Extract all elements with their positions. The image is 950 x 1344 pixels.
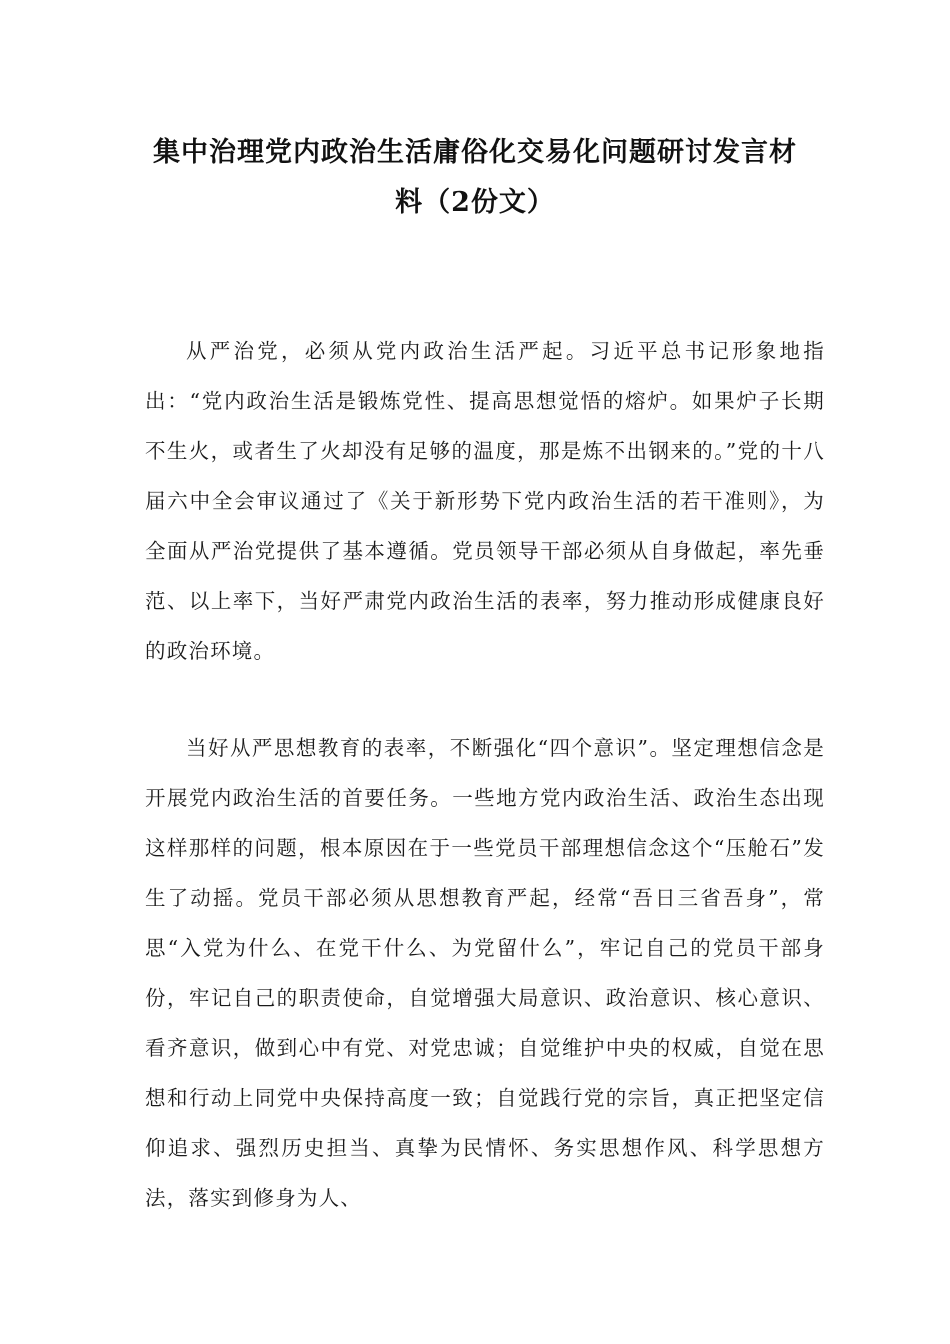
body-paragraph-1: 从严治党，必须从党内政治生活严起。习近平总书记形象地指出：“党内政治生活是锻炼党性、提高思想觉悟的熔炉。如果炉子长期不生火，或者生了火却没有足够的温度，那是炼不出钢来的。”党的十八届六中全会审议通过了《关于新形势下党内政治生活的若干准则》，为全面从严治党提供了基本遵循。党员领导干部必须从自身做起，率先垂范、以上率下，当好严肃党内政治生活的表率，努力推动形成健康良好的政治环境。 xyxy=(145,339,825,663)
document-title-line-2: 料（2份文） xyxy=(395,187,555,218)
document-title-line-1: 集中治理党内政治生活庸俗化交易化问题研讨发言材 xyxy=(153,137,797,168)
body-paragraph-2: 当好从严思想教育的表率，不断强化“四个意识”。坚定理想信念是开展党内政治生活的首要任务。一些地方党内政治生活、政治生态出现这样那样的问题，根本原因在于一些党员干部理想信念这个“压舱石”发生了动摇。党员干部必须从思想教育严起，经常“吾日三省吾身”，常思“入党为什么、在党干什么、为党留什么”，牢记自己的党员干部身份，牢记自己的职责使命，自觉增强大局意识、政治意识、核心意识、看齐意识，做到心中有党、对党忠诚；自觉维护中央的权威，自觉在思想和行动上同党中央保持高度一致；自觉践行党的宗旨，真正把坚定信仰追求、强烈历史担当、真挚为民情怀、务实思想作风、科学思想方法，落实到修身为人、 xyxy=(145,736,825,1210)
document-title xyxy=(100,128,850,228)
